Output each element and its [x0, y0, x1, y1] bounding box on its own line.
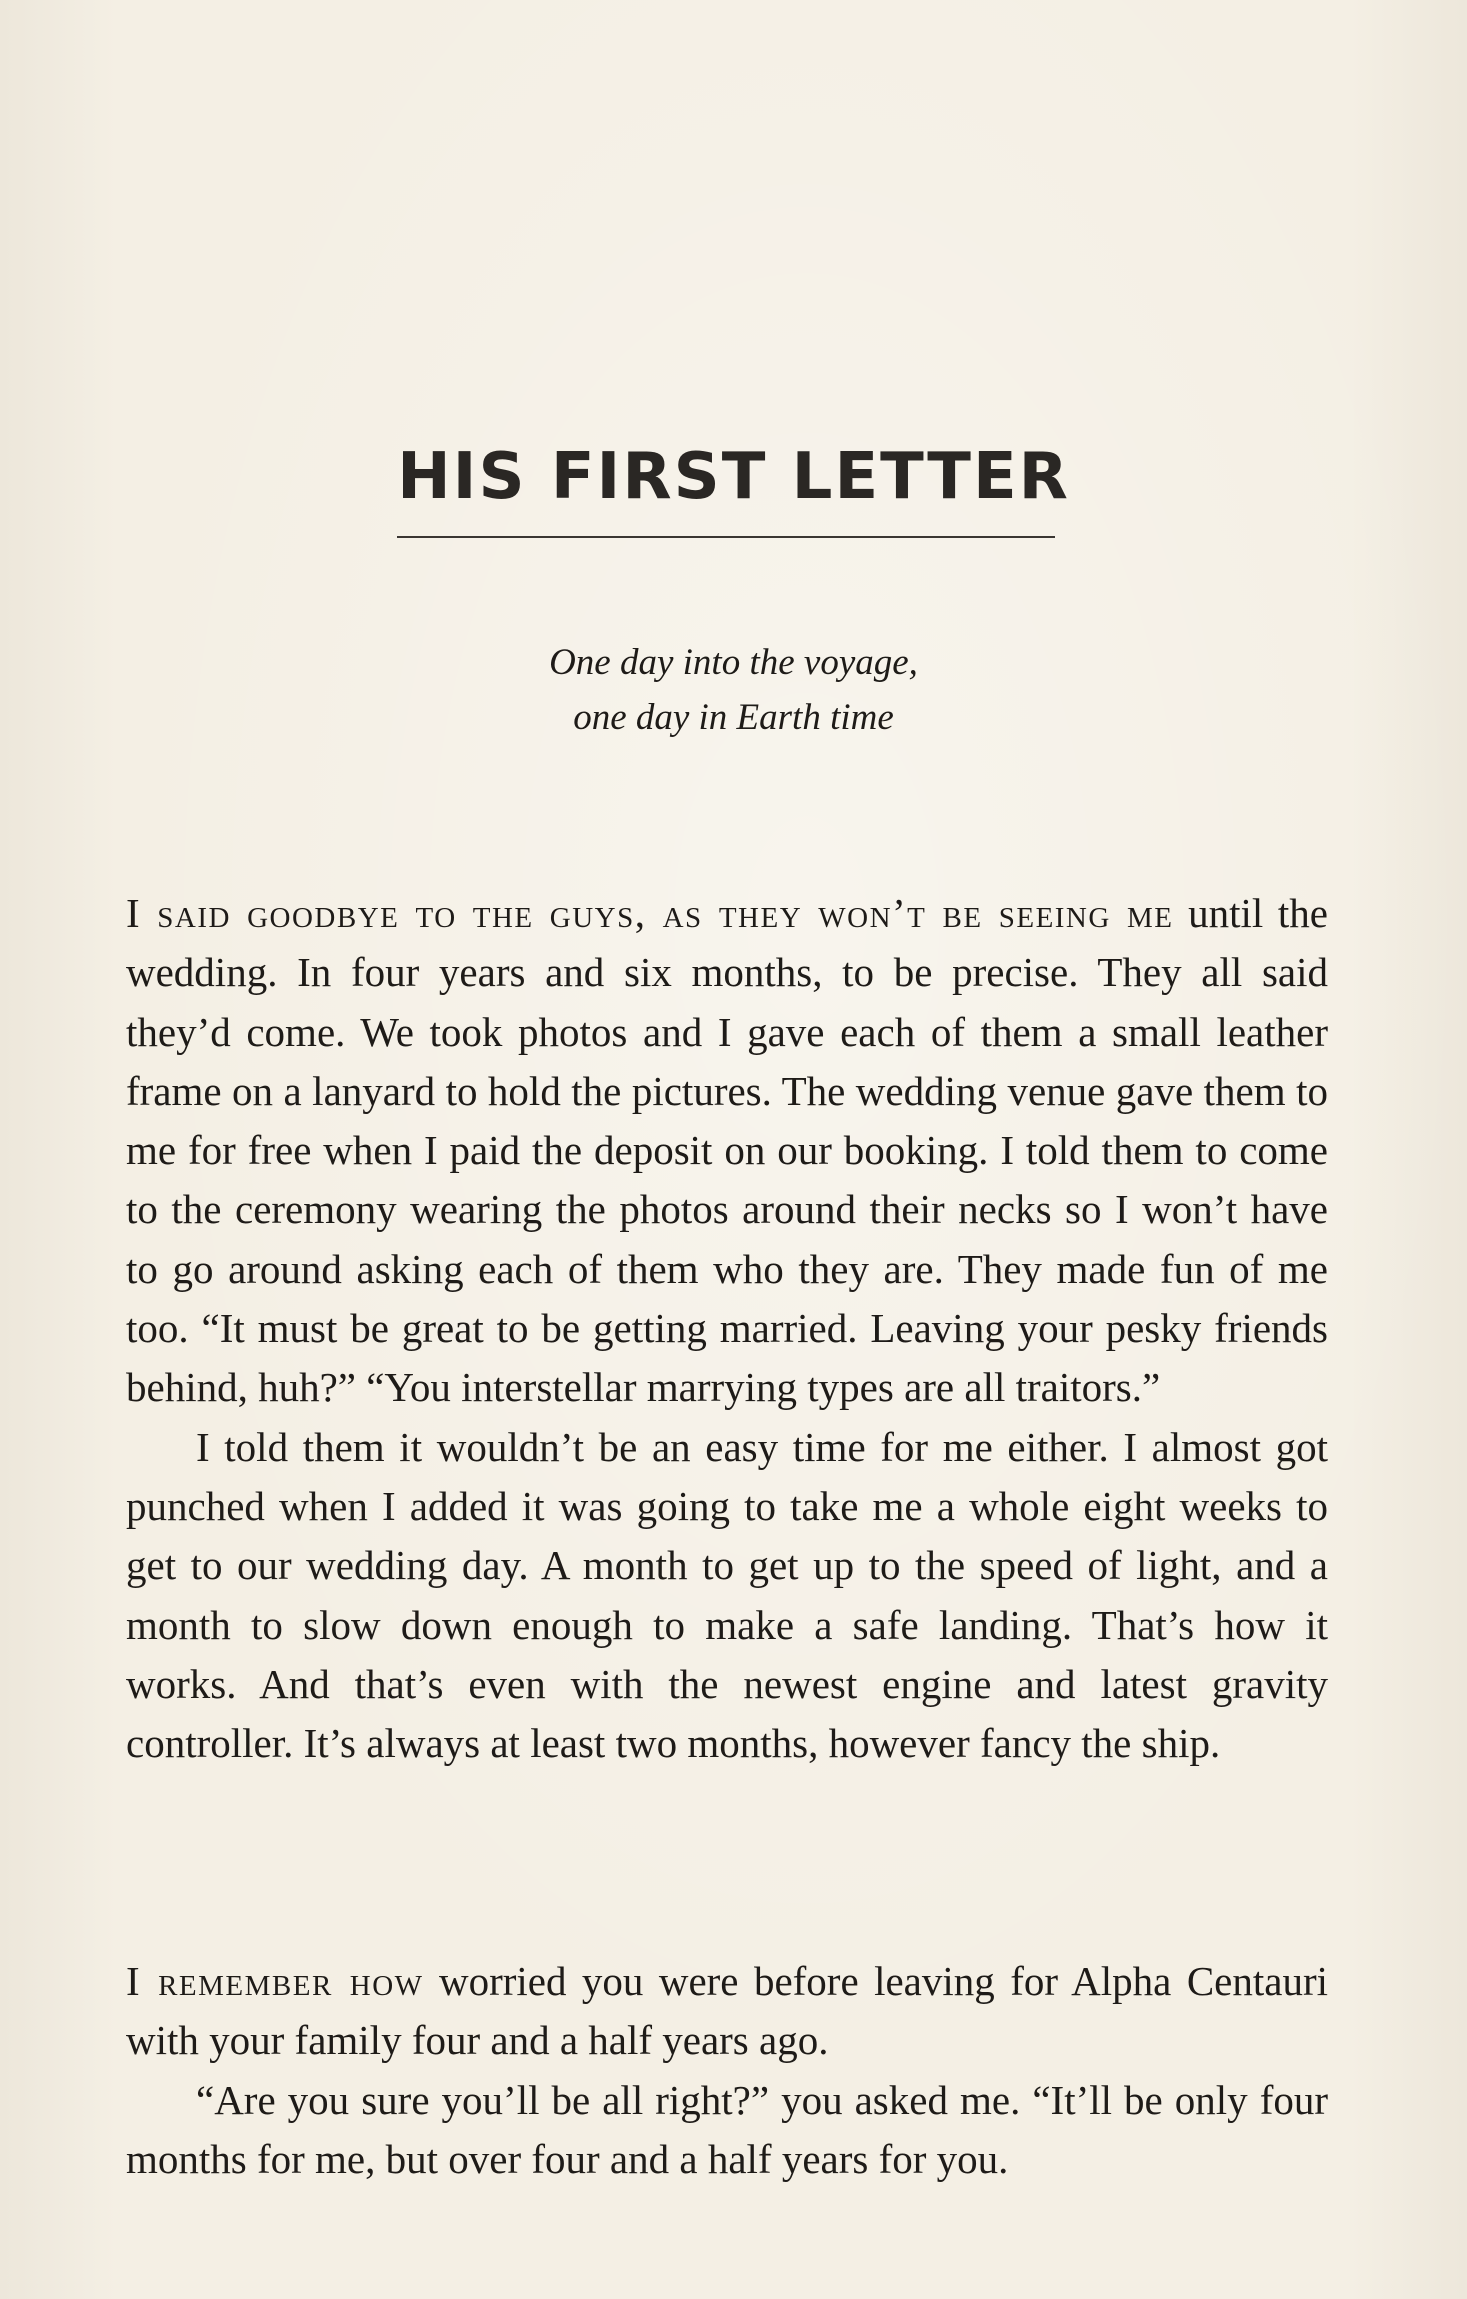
section-1 [126, 884, 1328, 1773]
paragraph-text: until the wedding. In four years and six months, to be precise. They all said they’d come. We took photos and I gave each of them a small leather frame on a lanyard to hold the pictures. The wedding venue gave them to me for free when I paid the deposit on our booking. I told them to come to the ceremony wearing the photos around their necks so I won’t have to go around asking each of them who they are. They made fun of me too. “It must be great to be getting married. Leaving your pesky friends behind, huh?” “You interstellar marrying types are all traitors.” [126, 890, 1329, 1411]
paragraph-lead-in: I remember how [126, 1958, 424, 2004]
epigraph-line-2: one day in Earth time [573, 697, 894, 738]
title-underline [397, 536, 1055, 538]
paragraph-4: “Are you sure you’ll be all right?” you asked me. “It’ll be only four months for me, but over four and a half years for you. [126, 2076, 1328, 2182]
paragraph-lead-in: I said goodbye to the guys, as they won’t be seeing me [126, 890, 1174, 936]
chapter-title: HIS FIRST LETTER [397, 440, 1070, 514]
paragraph-text: worried you were before leaving for Alpha Centauri with your family four and a half years ago. [126, 1958, 1328, 2064]
epigraph [0, 635, 1467, 745]
paragraph-2: I told them it wouldn’t be an easy time for me either. I almost got punched when I added it was going to take me a whole eight weeks to get to our wedding day. A month to get up to the speed of light, and a month to slow down enough to make a safe landing. That’s how it works. And that’s even with the newest engine and latest gravity controller. It’s always at least two months, however fancy the ship. [126, 1423, 1328, 1767]
epigraph-line-1: One day into the voyage, [549, 642, 918, 683]
section-2 [126, 1952, 1328, 2189]
paragraph-3 [126, 1952, 1328, 2071]
paragraph-1 [126, 884, 1328, 1418]
